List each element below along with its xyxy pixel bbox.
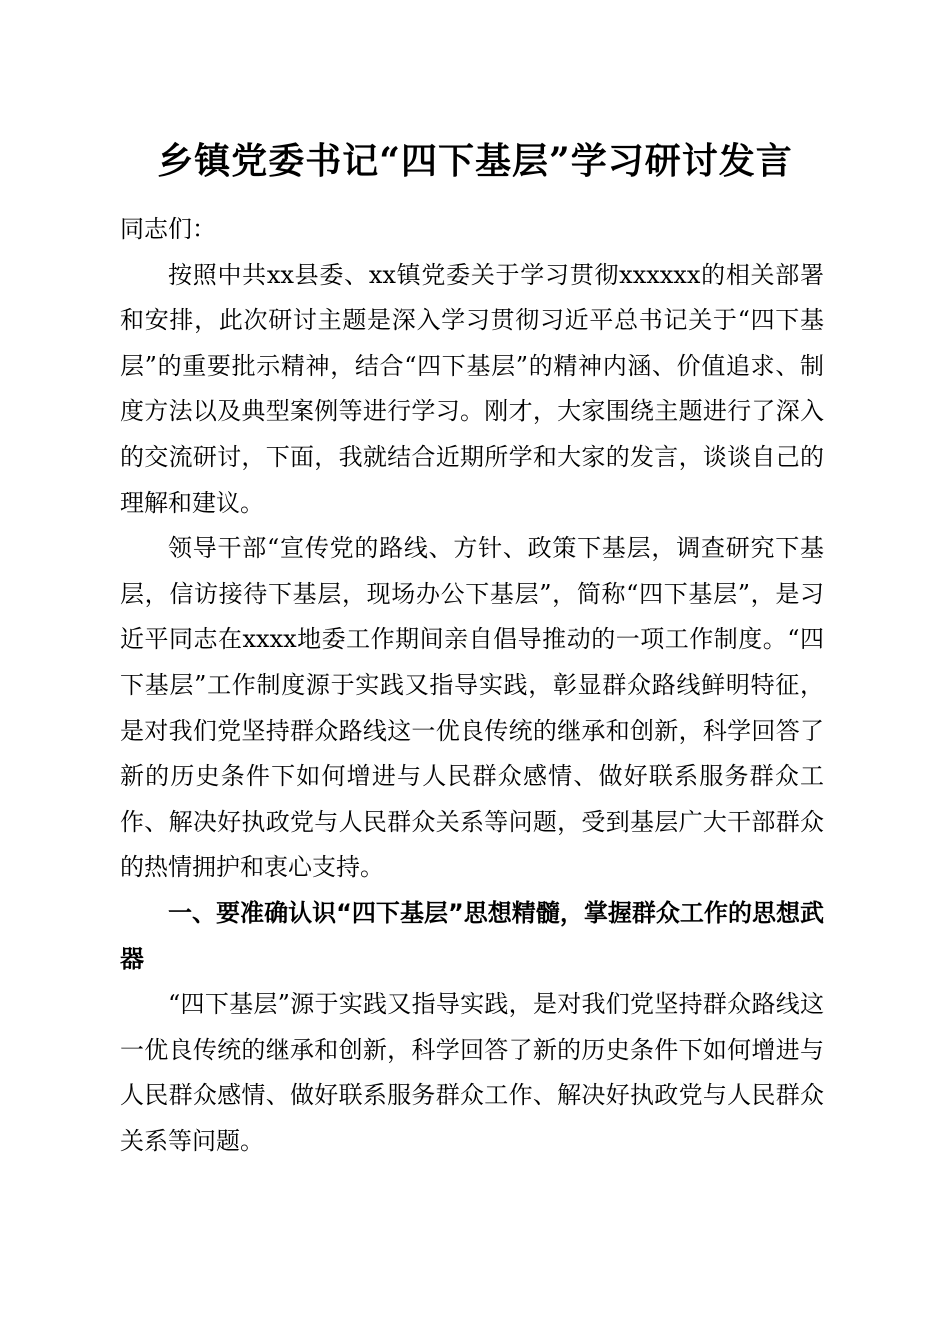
paragraph-intro: 按照中共xx县委、xx镇党委关于学习贯彻xxxxxx的相关部署和安排，此次研讨主题是深入学习贯彻习近平总书记关于“四下基层”的重要批示精神，结合“四下基层”的精神内涵、价值追求、制度方法以及典型案例等进行学习。刚才，大家围绕主题进行了深入的交流研讨，下面，我就结合近期所学和大家的发言，谈谈自己的理解和建议。 bbox=[120, 260, 824, 517]
salutation: 同志们： bbox=[120, 215, 216, 243]
document-body bbox=[120, 207, 824, 1164]
section-heading: 一、要准确认识“四下基层”思想精髓，掌握群众工作的思想武器 bbox=[120, 898, 824, 973]
section-paragraph: “四下基层”源于实践又指导实践，是对我们党坚持群众路线这一优良传统的继承和创新，科学回答了新的历史条件下如何增进与人民群众感情、做好联系服务群众工作、解决好执政党与人民群众关系等问题。 bbox=[120, 990, 824, 1155]
document-title: 乡镇党委书记“四下基层”学习研讨发言 bbox=[157, 140, 793, 182]
paragraph-background: 领导干部“宣传党的路线、方针、政策下基层，调查研究下基层，信访接待下基层，现场办公下基层”，简称“四下基层”，是习近平同志在xxxx地委工作期间亲自倡导推动的一项工作制度。“四下基层”工作制度源于实践又指导实践，彰显群众路线鲜明特征，是对我们党坚持群众路线这一优良传统的继承和创新，科学回答了新的历史条件下如何增进与人民群众感情、做好联系服务群众工作、解决好执政党与人民群众关系等问题，受到基层广大干部群众的热情拥护和衷心支持。 bbox=[120, 534, 824, 882]
